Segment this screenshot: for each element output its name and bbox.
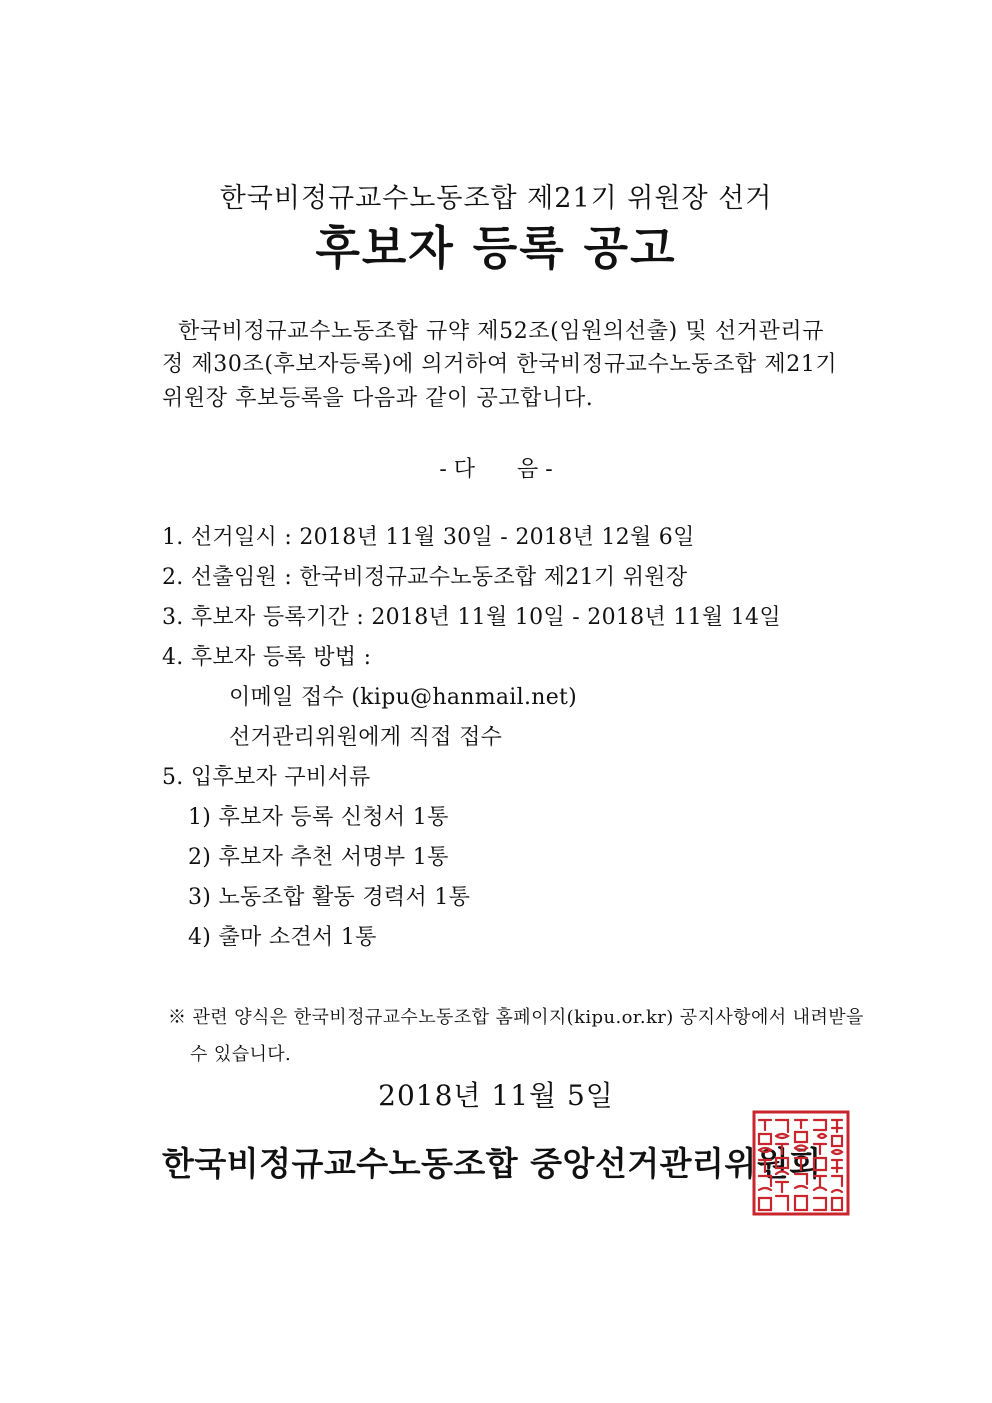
notice-subtitle: 한국비정규교수노동조합 제21기 위원장 선거 [219,183,773,214]
note-line: 수 있습니다. [190,1044,292,1065]
notice-date: 2018년 11월 5일 [378,1079,614,1112]
section-separator: - 다 음 - [439,457,553,482]
list-item: 1) 후보자 등록 신청서 1통 [188,805,449,830]
list-item: 이메일 접수 (kipu@hanmail.net) [229,685,578,710]
list-item: 1. 선거일시 : 2018년 11월 30일 - 2018년 12월 6일 [162,525,695,550]
note-line: ※ 관련 양식은 한국비정규교수노동조합 홈페이지(kipu.or.kr) 공지사항에서 내려받을 [168,1007,864,1028]
list-item: 4. 후보자 등록 방법 : [162,645,372,670]
list-item: 2) 후보자 추천 서명부 1통 [188,845,449,870]
list-item: 3) 노동조합 활동 경력서 1통 [188,885,471,910]
intro-line: 한국비정규교수노동조합 규약 제52조(임원의선출) 및 선거관리규 [178,319,825,344]
intro-line: 정 제30조(후보자등록)에 의거하여 한국비정규교수노동조합 제21기 [162,352,838,377]
issuer-name: 한국비정규교수노동조합 중앙선거관리위원회 [162,1144,822,1183]
list-item: 2. 선출임원 : 한국비정규교수노동조합 제21기 위원장 [162,565,688,590]
list-item: 4) 출마 소견서 1통 [188,925,377,950]
official-seal [752,1110,850,1216]
notice-title: 후보자 등록 공고 [315,221,677,275]
seal-stamp-icon [752,1110,850,1216]
list-item: 선거관리위원에게 직접 접수 [229,725,503,750]
intro-line: 위원장 후보등록을 다음과 같이 공고합니다. [162,386,594,411]
list-item: 3. 후보자 등록기간 : 2018년 11월 10일 - 2018년 11월 14일 [162,605,781,630]
list-item: 5. 입후보자 구비서류 [162,765,371,790]
